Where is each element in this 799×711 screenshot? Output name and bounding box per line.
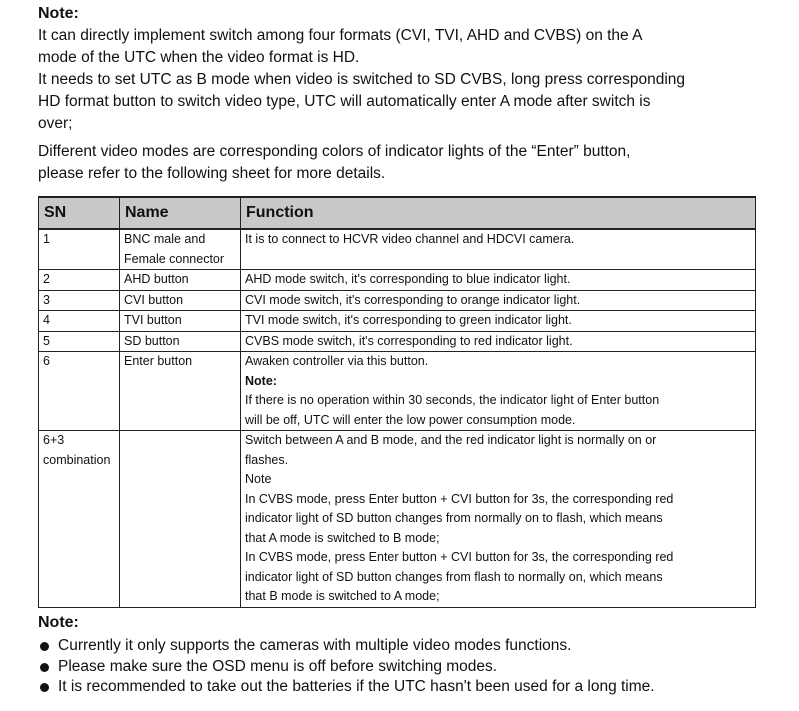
- list-item-text: Please make sure the OSD menu is off before switching modes.: [58, 657, 498, 675]
- intro-line: It can directly implement switch among four formats (CVI, TVI, AHD and CVBS) on the A: [38, 27, 643, 44]
- cell-function: Awaken controller via this button. Note: If there is no operation within 30 seconds, the indicator light of Enter button will be off, UTC will enter the low power consumption mode.: [241, 352, 756, 431]
- list-item: [38, 677, 788, 698]
- table-row: [39, 331, 756, 352]
- table-row: [39, 431, 756, 608]
- function-table: [38, 196, 756, 608]
- cell-function: It is to connect to HCVR video channel and HDCVI camera.: [241, 229, 756, 270]
- cell-name: TVI button: [120, 311, 241, 332]
- cell-sn: 3: [39, 290, 120, 311]
- table-row: [39, 290, 756, 311]
- cell-function: CVBS mode switch, it's corresponding to red indicator light.: [241, 331, 756, 352]
- list-item: [38, 657, 788, 678]
- table-row: [39, 270, 756, 291]
- note-heading: Note:: [38, 5, 79, 22]
- cell-name: BNC male and Female connector: [120, 229, 241, 270]
- cell-sn: 2: [39, 270, 120, 291]
- table-header-row: [39, 197, 756, 229]
- list-item: [38, 636, 788, 657]
- cell-function: Switch between A and B mode, and the red indicator light is normally on or flashes. Note In CVBS mode, press Enter button + CVI button for 3s, the corresponding red indicator light of SD button changes from normally on to flash, which means that A mode is switched to B mode; In CVBS mode, press Enter button + CVI button for 3s, the corresponding red indicator light of SD button changes from flash to normally on, which means that B mode is switched to A mode;: [241, 431, 756, 608]
- intro-line: please refer to the following sheet for more details.: [38, 165, 386, 182]
- list-item-text: It is recommended to take out the batteries if the UTC hasn't been used for a long time.: [58, 678, 655, 695]
- bottom-notes: [38, 612, 788, 698]
- cell-sn: 5: [39, 331, 120, 352]
- bullet-icon: [40, 642, 49, 651]
- table-row: [39, 229, 756, 270]
- cell-name: SD button: [120, 331, 241, 352]
- intro-text: [38, 25, 778, 185]
- cell-sn: 4: [39, 311, 120, 332]
- cell-name: AHD button: [120, 270, 241, 291]
- cell-name: Enter button: [120, 352, 241, 431]
- cell-sn: 1: [39, 229, 120, 270]
- cell-function: AHD mode switch, it's corresponding to blue indicator light.: [241, 270, 756, 291]
- list-item-text: Currently it only supports the cameras with multiple video modes functions.: [58, 637, 572, 654]
- intro-line: mode of the UTC when the video format is HD.: [38, 49, 360, 66]
- cell-function: TVI mode switch, it's corresponding to green indicator light.: [241, 311, 756, 332]
- cell-function: CVI mode switch, it's corresponding to orange indicator light.: [241, 290, 756, 311]
- bottom-note-heading: Note:: [38, 614, 79, 631]
- header-name: Name: [120, 197, 241, 229]
- table-row: [39, 352, 756, 431]
- cell-sn: 6+3 combination: [39, 431, 120, 608]
- intro-line: It needs to set UTC as B mode when video is switched to SD CVBS, long press corresponding: [38, 71, 686, 88]
- intro-line: HD format button to switch video type, UTC will automatically enter A mode after switch is: [38, 93, 651, 110]
- table-row: [39, 311, 756, 332]
- bullet-icon: [40, 663, 49, 672]
- intro-line: Different video modes are corresponding colors of indicator lights of the “Enter” button,: [38, 143, 631, 160]
- cell-name: [120, 431, 241, 608]
- cell-name: CVI button: [120, 290, 241, 311]
- cell-sn: 6: [39, 352, 120, 431]
- intro-line: over;: [38, 115, 73, 132]
- header-function: Function: [241, 197, 756, 229]
- bottom-note-list: [38, 636, 788, 698]
- bullet-icon: [40, 683, 49, 692]
- header-sn: SN: [39, 197, 120, 229]
